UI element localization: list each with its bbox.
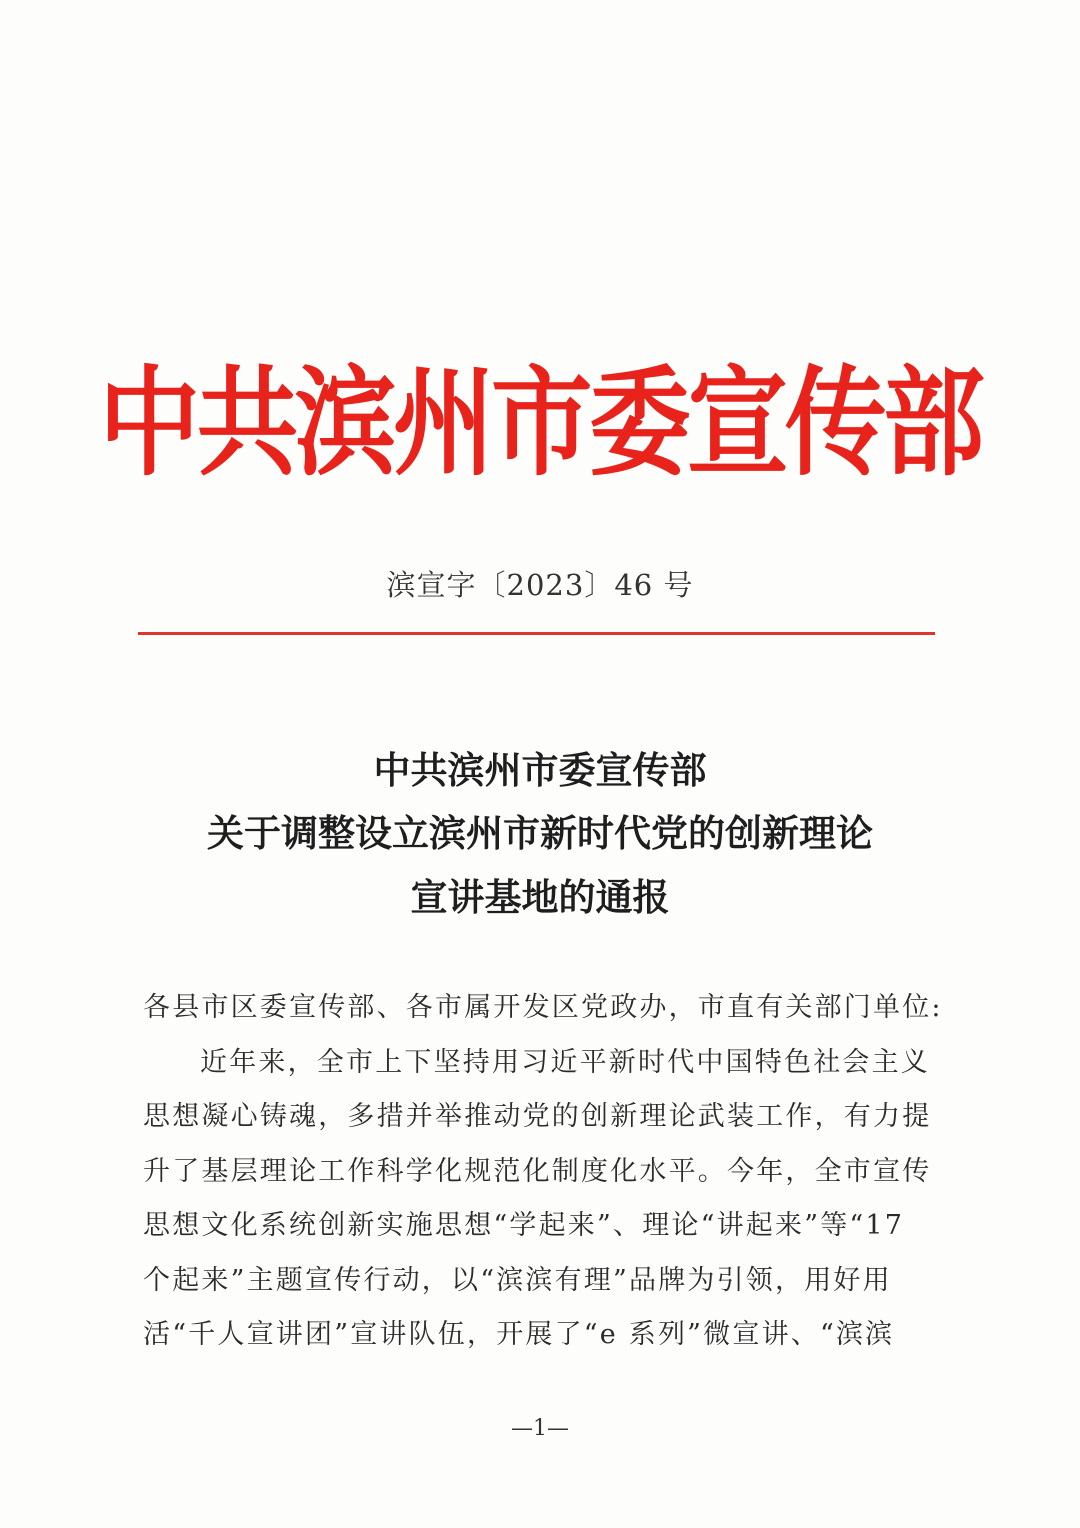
- body-line: 个起来”主题宣传行动，以“滨滨有理”品牌为引领，用好用: [143, 1265, 892, 1296]
- red-divider-line: [138, 632, 935, 635]
- title-line-1: 中共滨州市委宣传部: [373, 749, 707, 792]
- title-line-3: 宣讲基地的通报: [410, 876, 670, 919]
- masthead-title: [0, 348, 1080, 498]
- body-line: 近年来，全市上下坚持用习近平新时代中国特色社会主义: [200, 1047, 930, 1078]
- page-number: —1—: [511, 1416, 569, 1441]
- body-line: 升了基层理论工作科学化规范化制度化水平。今年，全市宣传: [143, 1156, 932, 1187]
- salutation-line: 各县市区委宣传部、各市属开发区党政办，市直有关部门单位:: [143, 992, 943, 1023]
- body-line: 活“千人宣讲团”宣讲队伍，开展了“e 系列”微宣讲、“滨滨: [143, 1319, 895, 1350]
- body-line: 思想文化系统创新实施思想“学起来”、理论“讲起来”等“17: [143, 1210, 905, 1241]
- body-line: 思想凝心铸魂，多措并举推动党的创新理论武装工作，有力提: [143, 1101, 932, 1132]
- title-line-2: 关于调整设立滨州市新时代党的创新理论: [207, 812, 873, 855]
- document-number: 滨宣字〔2023〕46 号: [386, 568, 694, 602]
- masthead-text: 中共滨州市委宣传部: [98, 354, 982, 492]
